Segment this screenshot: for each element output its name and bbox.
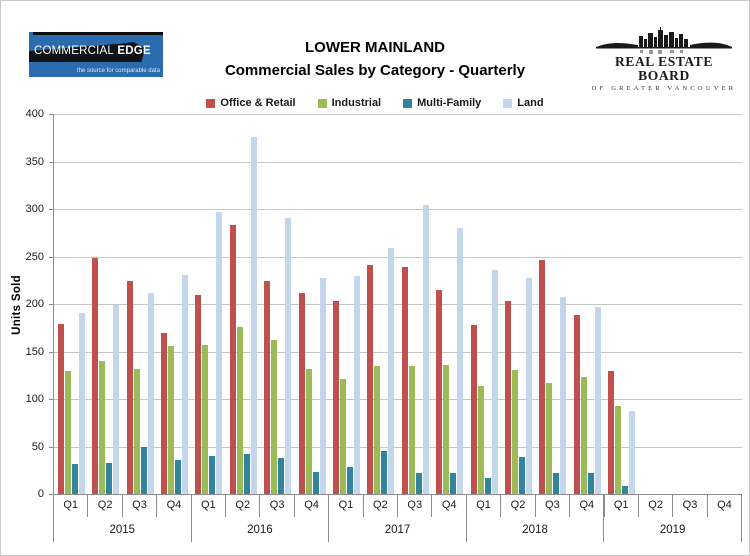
legend: [1, 95, 749, 111]
quarter-label: Q1: [329, 495, 363, 517]
legend-label: Multi-Family: [417, 97, 482, 109]
quarter-label: Q1: [605, 495, 639, 517]
quarter-label: Q2: [364, 495, 398, 517]
y-tick-label: 0: [37, 488, 44, 500]
bar-group: [260, 114, 294, 494]
bar-group: [192, 114, 226, 494]
bar-office-retail: [402, 267, 408, 494]
logo-word-commercial: COMMERCIAL: [34, 45, 114, 57]
year-label: 2018: [522, 524, 548, 536]
bar-industrial: [168, 346, 174, 494]
bar-industrial: [409, 366, 415, 494]
quarter-label: Q4: [708, 495, 742, 517]
bar-industrial: [512, 370, 518, 494]
bar-group: [432, 114, 466, 494]
logo-top-strip: [33, 32, 163, 35]
bar-multi-family: [141, 447, 147, 495]
bar-land: [148, 293, 154, 494]
bar-industrial: [340, 379, 346, 494]
bar-land: [595, 307, 601, 494]
bar-industrial: [65, 371, 71, 494]
bar-office-retail: [333, 301, 339, 494]
bar-industrial: [202, 345, 208, 494]
quarter-label: Q3: [536, 495, 570, 517]
bar-group: [639, 114, 673, 494]
bar-land: [457, 228, 463, 494]
quarter-label: Q4: [570, 495, 604, 517]
quarter-label: Q3: [123, 495, 157, 517]
legend-label: Land: [517, 97, 544, 109]
legend-label: Office & Retail: [220, 97, 296, 109]
bar-multi-family: [106, 463, 112, 494]
quarter-label: Q2: [639, 495, 673, 517]
legend-swatch-land-icon: [503, 99, 512, 108]
bar-land: [251, 137, 257, 494]
quarter-label: Q1: [467, 495, 501, 517]
bar-office-retail: [539, 260, 545, 494]
bar-group: [467, 114, 501, 494]
bar-group: [501, 114, 535, 494]
rebgv-logo: [589, 27, 739, 92]
legend-item: [503, 97, 543, 109]
bar-multi-family: [278, 458, 284, 494]
bar-industrial: [99, 361, 105, 494]
bar-office-retail: [299, 293, 305, 494]
quarter-label: Q1: [54, 495, 88, 517]
year-label: 2019: [659, 524, 686, 536]
bar-industrial: [615, 406, 621, 494]
quarter-label: Q2: [88, 495, 122, 517]
bar-group: [123, 114, 157, 494]
bar-group: [536, 114, 570, 494]
quarter-label: Q2: [226, 495, 260, 517]
bar-group: [398, 114, 432, 494]
legend-swatch-multi-family-icon: [403, 99, 412, 108]
bar-office-retail: [505, 301, 511, 494]
bar-office-retail: [436, 290, 442, 494]
y-tick-label: 300: [25, 203, 44, 215]
year-label: 2017: [384, 524, 411, 536]
bar-multi-family: [588, 473, 594, 494]
bar-land: [560, 297, 566, 494]
y-tick-label: 150: [25, 345, 44, 358]
y-tick-label: 400: [25, 108, 44, 120]
bar-multi-family: [553, 473, 559, 494]
y-tick-label: 350: [25, 155, 44, 168]
y-axis-labels: [1, 108, 53, 500]
bar-multi-family: [519, 457, 525, 494]
bar-land: [182, 275, 188, 494]
legend-item: [206, 97, 295, 109]
bar-group: [605, 114, 639, 494]
bar-group: [329, 114, 363, 494]
bar-office-retail: [92, 258, 98, 494]
bar-industrial: [306, 369, 312, 494]
bar-multi-family: [622, 486, 628, 494]
city-skyline-icon: [594, 27, 734, 55]
bar-industrial: [443, 365, 449, 494]
bar-group: [226, 114, 260, 494]
y-tick-label: 200: [25, 298, 44, 310]
y-tick-label: 50: [31, 440, 44, 453]
bar-multi-family: [416, 473, 422, 494]
bar-office-retail: [574, 315, 580, 494]
legend-item: [403, 97, 481, 109]
bar-land: [354, 276, 360, 495]
bar-multi-family: [313, 472, 319, 494]
bar-land: [79, 313, 85, 494]
bar-industrial: [271, 340, 277, 494]
legend-label: Industrial: [331, 97, 382, 109]
chart-subtitle: Commercial Sales by Category - Quarterly: [224, 62, 526, 79]
y-tick-label: 100: [25, 393, 44, 405]
legend-swatch-industrial-icon: [318, 99, 327, 108]
quarter-label: Q4: [295, 495, 329, 517]
chart-title: LOWER MAINLAND: [305, 39, 445, 56]
quarter-label: Q3: [673, 495, 707, 517]
bar-group: [157, 114, 191, 494]
year-label: 2015: [109, 524, 136, 536]
bar-multi-family: [209, 456, 215, 494]
bar-industrial: [134, 369, 140, 494]
bar-industrial: [374, 366, 380, 494]
bar-office-retail: [161, 333, 167, 494]
bar-office-retail: [367, 265, 373, 494]
bar-group: [88, 114, 122, 494]
bar-office-retail: [127, 281, 133, 494]
rebgv-subtitle: OF GREATER VANCOUVER: [591, 85, 737, 92]
bar-multi-family: [347, 467, 353, 494]
bar-office-retail: [195, 295, 201, 494]
bar-office-retail: [471, 325, 477, 494]
bar-multi-family: [244, 454, 250, 494]
bar-office-retail: [230, 225, 236, 494]
legend-swatch-office-retail-icon: [206, 99, 215, 108]
bar-industrial: [478, 386, 484, 494]
rebgv-name: REAL ESTATE BOARD: [614, 54, 713, 83]
bar-group: [708, 114, 742, 494]
bar-group: [295, 114, 329, 494]
bar-group: [673, 114, 707, 494]
quarter-label: Q3: [398, 495, 432, 517]
legend-item: [318, 97, 382, 109]
bar-multi-family: [485, 478, 491, 494]
quarter-label: Q4: [432, 495, 466, 517]
quarter-label: Q3: [260, 495, 294, 517]
bar-industrial: [546, 383, 552, 494]
bar-industrial: [581, 377, 587, 494]
bar-office-retail: [58, 324, 64, 494]
logo-word-edge: EDGE: [117, 45, 151, 57]
bar-land: [285, 218, 291, 494]
bar-multi-family: [72, 464, 78, 494]
bar-land: [113, 305, 119, 494]
bar-industrial: [237, 327, 243, 494]
bar-land: [388, 248, 394, 494]
bar-office-retail: [264, 281, 270, 494]
bar-land: [320, 278, 326, 494]
quarter-label: Q1: [192, 495, 226, 517]
bar-group: [364, 114, 398, 494]
bar-land: [216, 212, 222, 494]
quarter-label: Q2: [501, 495, 535, 517]
bar-multi-family: [175, 460, 181, 494]
bar-group: [570, 114, 604, 494]
y-tick-label: 250: [25, 250, 44, 263]
bar-multi-family: [381, 451, 387, 494]
bar-land: [423, 205, 429, 494]
quarter-label: Q4: [157, 495, 191, 517]
bars-layer: [54, 114, 742, 494]
bar-land: [629, 411, 635, 494]
commercial-edge-tagline: the source for comparable data: [76, 68, 160, 74]
plot-area: [53, 114, 742, 495]
bar-group: [54, 114, 88, 494]
bar-multi-family: [450, 473, 456, 494]
y-axis-title-text: Units Sold: [11, 274, 23, 335]
bar-office-retail: [608, 371, 614, 495]
year-label: 2016: [247, 524, 273, 536]
bar-land: [492, 270, 498, 494]
bar-land: [526, 278, 532, 494]
quarter-row: [53, 495, 742, 517]
